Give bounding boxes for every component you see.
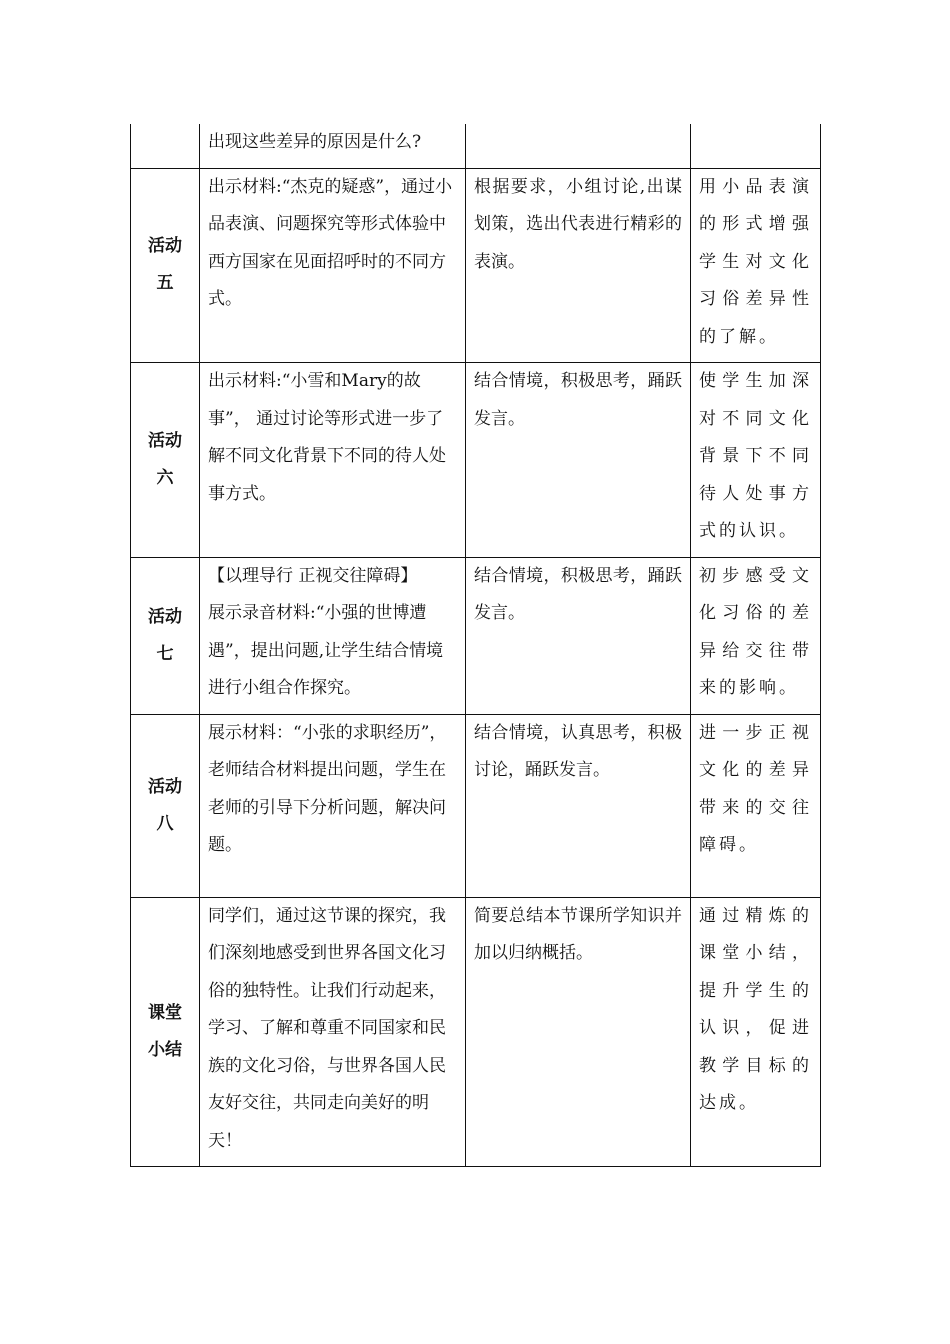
teacher-activity-heading: 展示材料：“小张的求职经历”， xyxy=(208,722,447,743)
lesson-plan-table xyxy=(130,124,821,1167)
design-intent-cell xyxy=(691,363,821,558)
activity-label-line1: 课堂 xyxy=(148,1002,182,1023)
activity-label-line2: 六 xyxy=(156,467,174,488)
design-intent-cell xyxy=(691,168,821,363)
teacher-activity-text: 出示材料:“杰克的疑惑”，通过小品表演、问题探究等形式体验中西方国家在见面招呼时的不同方式。 xyxy=(208,176,453,309)
design-intent-cell xyxy=(691,124,821,168)
design-intent-cell xyxy=(691,714,821,897)
table-row xyxy=(131,714,821,897)
activity-label xyxy=(131,124,200,168)
table-row xyxy=(131,168,821,363)
teacher-activity-cell xyxy=(200,714,466,897)
activity-label xyxy=(131,897,200,1167)
activity-label xyxy=(131,363,200,558)
teacher-activity-cell xyxy=(200,897,466,1167)
student-activity-text: 简要总结本节课所学知识并加以归纳概括。 xyxy=(474,905,682,963)
activity-label-line1: 活动 xyxy=(148,236,182,257)
student-activity-cell xyxy=(466,363,691,558)
teacher-activity-text: 出现这些差异的原因是什么? xyxy=(208,132,422,152)
teacher-activity-text: 老师结合材料提出问题，学生在老师的引导下分析问题，解决问题。 xyxy=(208,760,446,855)
design-intent-text: 初步感受文化习俗的差异给交往带来的影响。 xyxy=(699,565,812,698)
activity-label xyxy=(131,557,200,714)
design-intent-cell xyxy=(691,897,821,1167)
activity-label-line1: 活动 xyxy=(148,606,182,627)
activity-label-line1: 活动 xyxy=(148,430,182,451)
table-row xyxy=(131,557,821,714)
student-activity-cell xyxy=(466,168,691,363)
student-activity-cell xyxy=(466,124,691,168)
teacher-activity-text: 同学们，通过这节课的探究，我们深刻地感受到世界各国文化习俗的独特性。让我们行动起来，学习、了解和尊重不同国家和民族的文化习俗，与世界各国人民友好交往，共同走向美好的明天！ xyxy=(208,905,446,1151)
design-intent-text: 用小品表演的形式增强学生对文化习俗差异性的了解。 xyxy=(699,176,812,347)
activity-label xyxy=(131,168,200,363)
activity-label-line2: 小结 xyxy=(148,1039,182,1060)
activity-label-line2: 五 xyxy=(156,273,174,294)
teacher-activity-text: 出示材料:“小雪和Mary的故事”， 通过讨论等形式进一步了解不同文化背景下不同的待人处事方式。 xyxy=(208,371,446,504)
design-intent-text: 使学生加深对不同文化背景下不同待人处事方式的认识。 xyxy=(699,371,812,541)
table-row xyxy=(131,363,821,558)
teacher-activity-cell xyxy=(200,557,466,714)
activity-label-line2: 七 xyxy=(156,643,174,664)
table-row xyxy=(131,897,821,1167)
student-activity-cell xyxy=(466,897,691,1167)
student-activity-cell xyxy=(466,714,691,897)
activity-label-line1: 活动 xyxy=(148,776,182,797)
student-activity-cell xyxy=(466,557,691,714)
activity-label-line2: 八 xyxy=(156,813,174,834)
teacher-activity-cell xyxy=(200,124,466,168)
activity-label xyxy=(131,714,200,897)
teacher-activity-text: 展示录音材料:“小强的世博遭遇”，提出问题,让学生结合情境进行小组合作探究。 xyxy=(208,603,444,698)
student-activity-text: 结合情境，积极思考，踊跃发言。 xyxy=(474,371,682,429)
table-row xyxy=(131,124,821,168)
design-intent-cell xyxy=(691,557,821,714)
student-activity-text: 结合情境，积极思考，踊跃发言。 xyxy=(474,565,682,623)
teacher-activity-heading: 【以理导行 正视交往障碍】 xyxy=(208,565,418,586)
teacher-activity-cell xyxy=(200,168,466,363)
teacher-activity-cell xyxy=(200,363,466,558)
student-activity-text: 根据要求，小组讨论,出谋划策，选出代表进行精彩的表演。 xyxy=(474,176,682,272)
design-intent-text: 进一步正视文化的差异带来的交往障碍。 xyxy=(699,722,812,855)
student-activity-text: 结合情境，认真思考，积极讨论，踊跃发言。 xyxy=(474,722,682,780)
design-intent-text: 通过精炼的课堂小结，提升学生的认识，促进教学目标的达成。 xyxy=(699,905,812,1113)
